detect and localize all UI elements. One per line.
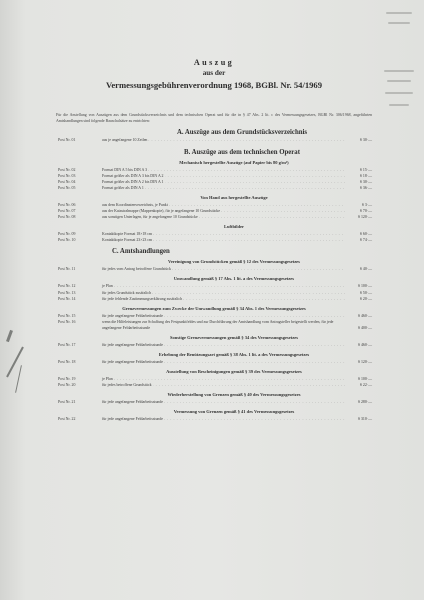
- tariff-row: [56, 416, 372, 422]
- post-number: Post Nr. 09: [58, 232, 76, 237]
- post-description: aus der Katastralmappe (Mappenkopie), für je angefangene 10 Grundstücke: [102, 208, 221, 213]
- post-description: aus je angefangene 10 Zeilen: [102, 138, 148, 143]
- tariff-row: [56, 137, 372, 143]
- subsection-heading: Erhebung der Benützungsart gemäß § 38 Abs. 1 lit. a des Vermessungsgesetzes: [158, 352, 310, 358]
- dot-leader: [153, 237, 345, 243]
- tariff-row: [56, 296, 372, 302]
- post-price: S 36·—: [359, 185, 372, 190]
- intro-paragraph: Für die Anstellung von Auszügen aus dem Grundstücksverzeichnis und dem technischen Operat und für die in § 47 Abs. 2 lit. c des Vermessungsgesetzes, BGBl Nr. 306/1968, angeführten Amtshandlungen sind folgende Bauschalsätze zu entrichten:: [56, 113, 372, 123]
- post-description: aus dem Koordinatenverzeichnis, je Punkt: [102, 202, 168, 207]
- margin-ink-mark: [6, 330, 13, 342]
- post-description: Format DIN A 5 bis DIN A 3: [102, 167, 148, 172]
- subsection-heading: Wiederherstellung von Grenzen gemäß § 40 des Vermessungsgesetzes: [167, 392, 301, 398]
- post-number: Post Nr. 18: [58, 360, 76, 365]
- document-subtitle: aus der: [202, 69, 226, 77]
- post-number: Post Nr. 19: [58, 377, 76, 382]
- subsection-heading: Luftbilder: [223, 224, 244, 230]
- post-description: für jedes betroffene Grundstück: [102, 383, 152, 388]
- post-number: Post Nr. 15: [58, 313, 76, 318]
- subsection-heading: Grenzvermessungen zum Zwecke der Umwandlung gemäß § 34 Abs. 1 des Vermessungsgesetzes: [122, 305, 306, 311]
- post-number: Post Nr. 14: [58, 296, 76, 301]
- dot-leader: [183, 296, 345, 302]
- subsection-heading: Vereinigung von Grundstücken gemäß § 12 des Vermessungsgesetzes: [168, 259, 300, 265]
- post-description: wenn die Hilfeleistungen zur Schaffung des Festpunktfeldes und zur Durchführung der Amtshandlung vom Antragsteller beigestellt werden, für jede angefangene Feldarbeitsstunde: [102, 319, 334, 330]
- post-description: für jede angefangene Feldarbeitsstunde: [102, 400, 164, 405]
- post-price: S 60·—: [359, 232, 372, 237]
- post-price: S 20·—: [359, 296, 372, 301]
- post-number: Post Nr. 10: [58, 238, 76, 243]
- post-number: Post Nr. 22: [58, 417, 76, 422]
- post-description: Kontaktkopie Format 23×23 cm: [102, 238, 153, 243]
- post-description: für jede fehlende Zustimmungserklärung zusätzlich: [102, 296, 183, 301]
- document-body: [56, 58, 372, 423]
- post-number: Post Nr. 06: [58, 202, 76, 207]
- post-price: S 3·—: [361, 202, 372, 207]
- post-price: S 400·—: [357, 325, 372, 330]
- dot-leader: [145, 185, 345, 191]
- post-description: für jedes vom Antrag betroffene Grundstück: [102, 267, 171, 272]
- post-description: aus sonstigen Unterlagen, für je angefangene 10 Grundstücke: [102, 215, 198, 220]
- section-c-heading: C. Amtshandlungen: [112, 248, 170, 256]
- dot-leader: [164, 399, 345, 405]
- post-description: Format größer als DIN A 3 bis DIN A 2: [102, 173, 164, 178]
- post-description: Format größer als DIN A 1: [102, 185, 144, 190]
- post-price: S 50·—: [359, 290, 372, 295]
- tariff-row: [56, 185, 372, 191]
- post-number: Post Nr. 21: [58, 400, 76, 405]
- post-price: S 120·—: [357, 215, 372, 220]
- post-number: Post Nr. 02: [58, 167, 76, 172]
- tariff-row: [56, 342, 372, 348]
- tariff-row: [56, 237, 372, 243]
- post-number: Post Nr. 03: [58, 173, 76, 178]
- post-price: S 460·—: [357, 343, 372, 347]
- post-description: für jede angefangene Feldarbeitsstunde: [102, 313, 164, 318]
- section-a-heading: A. Auszüge aus dem Grundstücksverzeichnis: [176, 129, 308, 137]
- post-number: Post Nr. 05: [58, 185, 76, 190]
- post-price: S 40·—: [359, 267, 372, 272]
- faded-stamp-mark: [384, 8, 418, 128]
- tariff-row: [56, 399, 372, 405]
- post-number: Post Nr. 20: [58, 383, 76, 388]
- post-description: für jede angefangene Feldarbeitsstunde: [102, 360, 164, 365]
- section-b-heading: B. Auszüge aus dem technischen Operat: [184, 148, 300, 156]
- post-number: Post Nr. 01: [58, 138, 76, 143]
- post-number: Post Nr. 13: [58, 290, 76, 295]
- post-description: je Plan: [102, 377, 113, 382]
- post-number: Post Nr. 17: [58, 343, 76, 347]
- tariff-row: [56, 359, 372, 365]
- regulation-title: Vermessungsgebührenverordnung 1968, BGBl. Nr. 54/1969: [105, 80, 323, 90]
- dot-leader: [153, 382, 345, 388]
- post-price: S 30·—: [359, 179, 372, 184]
- post-number: Post Nr. 11: [58, 267, 76, 272]
- post-description: für jedes Grundstück zusätzlich: [102, 290, 152, 295]
- subsection-heading: Ausstellung von Bescheinigungen gemäß § 39 des Vermessungsgesetzes: [166, 369, 302, 375]
- dot-leader: [164, 416, 345, 422]
- post-description: Format größer als DIN A 2 bis DIN A 1: [102, 179, 164, 184]
- post-price: S 18·—: [359, 173, 372, 178]
- margin-ink-mark: [15, 365, 22, 393]
- tariff-row: [56, 214, 372, 220]
- tariff-row: [56, 266, 372, 272]
- dot-leader: [164, 359, 345, 365]
- subsection-heading: Von Hand aus hergestellte Auszüge: [200, 194, 268, 200]
- post-price: S 460·—: [357, 313, 372, 318]
- subsection-heading: Sonstige Grenzvermessungen gemäß § 34 des Vermessungsgesetzes: [170, 335, 298, 340]
- post-price: S 74·—: [359, 238, 372, 243]
- margin-ink-mark: [6, 347, 24, 378]
- post-price: S 100·—: [357, 284, 372, 289]
- tariff-row: [56, 382, 372, 388]
- dot-leader: [164, 342, 345, 348]
- dot-leader: [148, 137, 345, 143]
- post-number: Post Nr. 12: [58, 284, 76, 289]
- subsection-heading: Umwandlung gemäß § 17 Abs. 1 lit. a des Vermessungsgesetzes: [173, 276, 295, 282]
- post-description: Kontaktkopie Format 18×18 cm: [102, 232, 153, 237]
- post-price: S 22·—: [359, 383, 372, 388]
- post-price: S 15·—: [359, 167, 372, 172]
- tariff-row: [56, 319, 372, 331]
- post-number: Post Nr. 04: [58, 179, 76, 184]
- dot-leader: [199, 214, 345, 220]
- post-price: S 120·—: [357, 360, 372, 365]
- post-number: Post Nr. 08: [58, 215, 76, 220]
- post-price: S 280·—: [357, 400, 372, 405]
- post-number: Post Nr. 07: [58, 208, 76, 213]
- post-price: S 30·—: [359, 138, 372, 143]
- post-description: für jede angefangene Feldarbeitsstunde: [102, 343, 164, 347]
- dot-leader: [172, 266, 345, 272]
- post-price: S 310·—: [357, 417, 372, 422]
- post-description: für jede angefangene Feldarbeitsstunde: [102, 417, 164, 422]
- post-description: je Plan: [102, 284, 113, 289]
- subsection-heading: Mechanisch hergestellte Auszüge (auf Papier bis 80 g/m²): [179, 159, 289, 165]
- post-number: Post Nr. 16: [58, 319, 76, 324]
- post-price: S 100·—: [357, 377, 372, 382]
- document-title: Auszug: [193, 58, 235, 67]
- subsection-heading: Vermessung von Grenzen gemäß § 41 des Vermessungsgesetzes: [173, 409, 295, 415]
- post-price: S 70·—: [359, 208, 372, 213]
